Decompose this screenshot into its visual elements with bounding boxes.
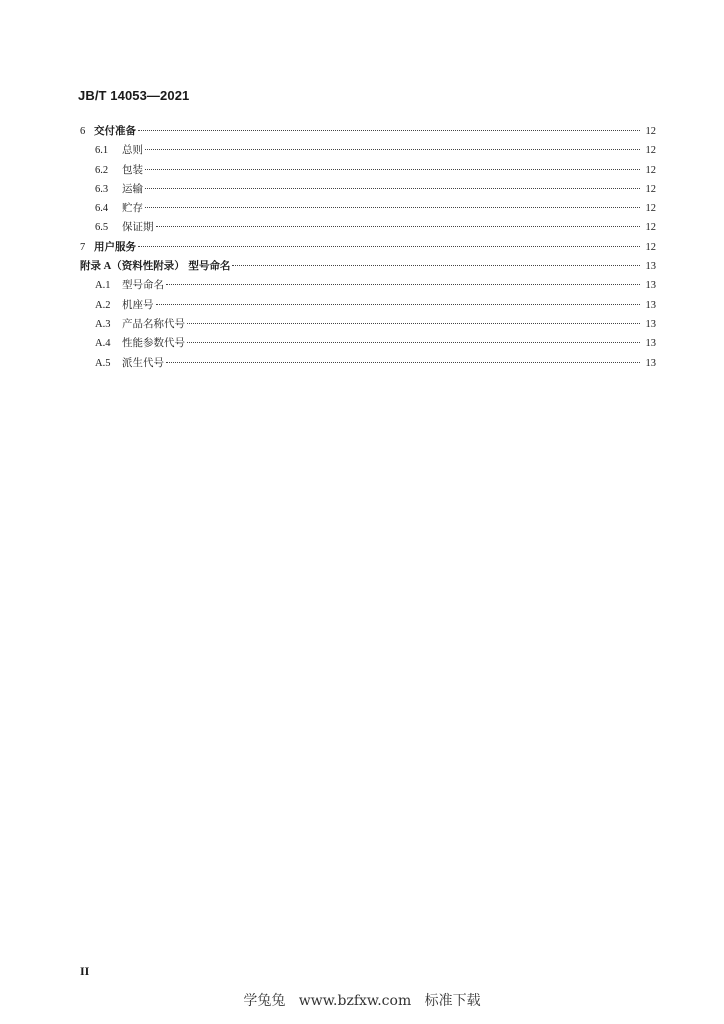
- toc-entry-title: （资料性附录） 型号命名: [111, 260, 231, 273]
- toc-entry-page: 12: [645, 164, 656, 176]
- toc-entry-title: 包装: [122, 163, 143, 176]
- toc-entry-page: 13: [645, 338, 656, 350]
- toc-dot-leader: [187, 323, 640, 324]
- toc-entry[interactable]: [80, 122, 656, 141]
- toc-entry-number: 6.5: [95, 222, 109, 234]
- footer-url[interactable]: www.bzfxw.com: [298, 993, 412, 1009]
- toc-entry[interactable]: [80, 276, 656, 295]
- toc-entry-page: 12: [645, 203, 656, 215]
- toc-dot-leader: [145, 149, 640, 150]
- toc-entry-page: 12: [645, 145, 656, 157]
- toc-entry-number: 6.3: [95, 183, 109, 195]
- toc-entry[interactable]: [80, 199, 656, 218]
- toc-entry[interactable]: [80, 218, 656, 237]
- toc-entry-title: 贮存: [122, 202, 143, 215]
- toc-entry-number: 6.4: [95, 203, 109, 215]
- toc-entry-title: 性能参数代号: [122, 337, 185, 350]
- toc-entry-number: 6.1: [95, 145, 109, 157]
- toc-entry-number: 6.2: [95, 164, 109, 176]
- toc-entry-title: 产品名称代号: [122, 317, 185, 330]
- toc-dot-leader: [166, 284, 640, 285]
- toc-entry[interactable]: [80, 238, 656, 257]
- toc-entry[interactable]: [80, 161, 656, 180]
- toc-entry-page: 12: [645, 222, 656, 234]
- toc-entry[interactable]: [80, 296, 656, 315]
- toc-entry-number: A.2: [95, 299, 111, 311]
- toc-entry-title: 机座号: [122, 298, 154, 311]
- toc-dot-leader: [145, 169, 640, 170]
- footer-watermark: [0, 990, 724, 1010]
- toc-entry[interactable]: [80, 315, 656, 334]
- toc-dot-leader: [138, 246, 640, 247]
- toc-entry-page: 13: [645, 299, 656, 311]
- toc-entry-number: 附录 A: [80, 261, 112, 273]
- toc-entry-title: 型号命名: [122, 279, 164, 292]
- footer-site-name: 学兔兔: [243, 993, 286, 1009]
- page-number: II: [80, 964, 90, 978]
- toc-entry-page: 12: [645, 241, 656, 253]
- toc-entry-page: 13: [645, 357, 656, 369]
- toc-entry-number: 6: [80, 126, 86, 137]
- toc-entry-number: 7: [80, 241, 86, 253]
- toc-entry-page: 12: [645, 126, 656, 137]
- toc-entry-number: A.4: [95, 338, 111, 350]
- toc-entry-number: A.3: [95, 318, 111, 330]
- toc-dot-leader: [145, 207, 640, 208]
- toc-entry-page: 13: [645, 280, 656, 292]
- toc-dot-leader: [156, 304, 641, 305]
- toc-entry[interactable]: [80, 354, 656, 373]
- toc-entry[interactable]: [80, 334, 656, 353]
- toc-entry-title: 派生代号: [122, 356, 164, 369]
- toc-entry-page: 13: [645, 261, 656, 273]
- footer-tagline: 标准下载: [424, 993, 481, 1009]
- table-of-contents: [80, 122, 656, 373]
- toc-dot-leader: [166, 362, 640, 363]
- toc-dot-leader: [145, 188, 640, 189]
- toc-entry-title: 保证期: [122, 221, 154, 234]
- toc-dot-leader: [232, 265, 640, 266]
- toc-entry-number: A.1: [95, 280, 111, 292]
- toc-entry-title: 用户服务: [94, 240, 136, 253]
- toc-dot-leader: [138, 130, 640, 131]
- toc-entry-number: A.5: [95, 357, 111, 369]
- toc-entry-page: 13: [645, 318, 656, 330]
- toc-dot-leader: [187, 342, 640, 343]
- toc-entry-title: 交付准备: [94, 125, 136, 137]
- toc-entry[interactable]: [80, 180, 656, 199]
- toc-entry[interactable]: [80, 141, 656, 160]
- toc-entry-appendix[interactable]: [80, 257, 656, 276]
- toc-entry-page: 12: [645, 183, 656, 195]
- toc-dot-leader: [156, 226, 641, 227]
- toc-entry-title: 总则: [122, 144, 143, 157]
- document-id: JB/T 14053—2021: [78, 88, 190, 103]
- toc-entry-title: 运输: [122, 182, 143, 195]
